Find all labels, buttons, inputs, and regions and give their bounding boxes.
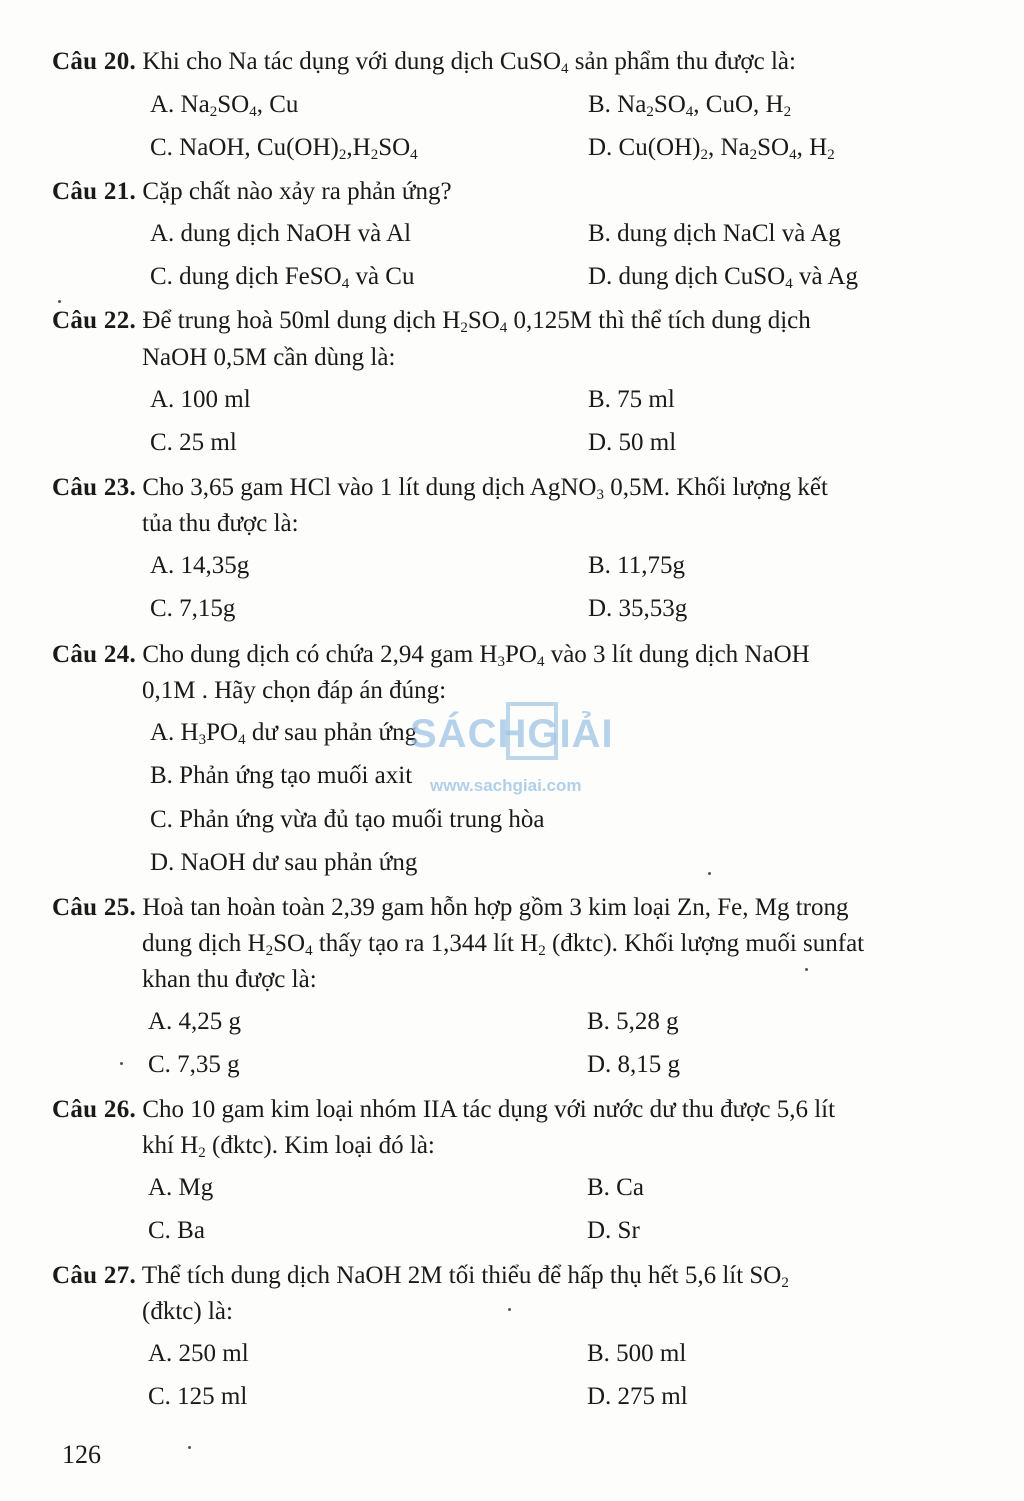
text-run: D. Sr (587, 1217, 640, 1244)
subscript: 2 (827, 147, 835, 163)
text-run: , H (796, 134, 828, 161)
subscript: 3 (497, 654, 505, 670)
text-run: , Cu (256, 91, 299, 118)
text-run: SO (378, 134, 411, 161)
text-run: C. dung dịch FeSO (150, 263, 342, 290)
subscript: 4 (536, 654, 545, 670)
subscript: 2 (265, 943, 274, 959)
text-run: vào 3 lít dung dịch NaOH (544, 641, 810, 668)
text-run: B. dung dịch NaCl và Ag (588, 220, 841, 247)
question-number: Câu 25. (52, 894, 137, 921)
option-a (150, 717, 417, 749)
text-run: Hoà tan hoàn toàn 2,39 gam hỗn hợp gồm 3 kim loại Zn, Fe, Mg trong (142, 894, 849, 921)
question-stem-cont: NaOH 0,5M cần dùng là: (142, 344, 396, 371)
text-run: , Na (708, 134, 750, 161)
question-24 (52, 637, 977, 672)
question-25 (52, 890, 977, 925)
subscript: 4 (685, 104, 694, 120)
option-d (587, 1049, 680, 1081)
option-a (150, 89, 298, 121)
text-run: C. Ba (148, 1217, 205, 1244)
text-run: và Cu (349, 263, 415, 290)
option-d (588, 427, 676, 459)
question-stem (142, 307, 810, 334)
option-c (150, 593, 235, 625)
option-b (588, 550, 685, 582)
text-run: D. Cu(OH) (588, 134, 701, 161)
text-run: A. 4,25 g (148, 1008, 242, 1035)
text-run: A. Mg (148, 1174, 214, 1201)
subscript: 2 (538, 943, 546, 959)
text-run: sản phẩm thu được là: (568, 48, 796, 75)
text-run: Cho 3,65 gam HCl vào 1 lít dung dịch AgNO (142, 474, 597, 501)
text-run: Thể tích dung dịch NaOH 2M tối thiểu để hấp thụ hết 5,6 lít SO (141, 1262, 782, 1289)
text-run: dung dịch H (142, 930, 266, 957)
text-run: A. 14,35g (150, 552, 250, 579)
option-c (148, 1215, 205, 1247)
option-c (148, 1049, 240, 1081)
option-a (148, 1006, 241, 1038)
text-run: D. 8,15 g (587, 1051, 681, 1078)
option-d (588, 132, 835, 164)
text-run: C. 7,15g (150, 595, 236, 622)
option-b (587, 1338, 686, 1370)
subscript: 2 (646, 104, 654, 120)
text-run: PO (206, 719, 239, 746)
option-a (150, 384, 251, 416)
text-run: C. 125 ml (148, 1383, 248, 1410)
option-c (148, 1381, 247, 1413)
text-run: khí H (142, 1132, 199, 1159)
scan-speck (58, 300, 61, 303)
option-a (150, 550, 249, 582)
subscript: 2 (783, 104, 792, 120)
subscript: 2 (198, 1145, 206, 1161)
text-run: A. H (150, 719, 199, 746)
question-stem (142, 1262, 789, 1289)
text-run: thấy tạo ra 1,344 lít H (312, 930, 539, 957)
option-d (587, 1215, 640, 1247)
watermark (410, 700, 620, 800)
question-number: Câu 23. (52, 474, 137, 501)
subscript: 2 (370, 147, 379, 163)
question-stem (142, 474, 828, 501)
text-run: SO (757, 134, 790, 161)
text-run: B. 11,75g (588, 552, 685, 579)
question-stem-cont: 0,1M . Hãy chọn đáp án đúng: (142, 677, 447, 704)
text-run: Để trung hoà 50ml dung dịch H (142, 307, 461, 334)
question-stem (142, 1096, 835, 1123)
option-c (150, 261, 414, 293)
scan-speck (708, 872, 711, 875)
text-run: 0,125M thì thể tích dung dịch (507, 307, 811, 334)
text-run: A. 100 ml (150, 386, 251, 413)
subscript: 2 (781, 1275, 789, 1291)
subscript: 4 (499, 320, 508, 336)
text-run: Khi cho Na tác dụng với dung dịch CuSO (142, 48, 562, 75)
option-b (150, 760, 412, 792)
option-b (588, 384, 675, 416)
text-run: C. 7,35 g (148, 1051, 240, 1078)
question-stem-cont: tủa thu được là: (142, 510, 299, 537)
watermark-logo: SÁCHGIẢI (410, 712, 614, 756)
question-stem-cont: khan thu được là: (142, 966, 317, 993)
scan-speck (188, 1446, 191, 1449)
subscript: 4 (785, 276, 793, 292)
question-stem (142, 48, 796, 75)
text-run: B. Na (588, 91, 647, 118)
option-a (148, 1338, 249, 1370)
text-run: C. 25 ml (150, 429, 237, 456)
text-run: C. NaOH, Cu(OH) (150, 134, 339, 161)
text-run: D. 35,53g (588, 595, 688, 622)
subscript: 4 (410, 147, 418, 163)
scan-speck (508, 1308, 511, 1311)
subscript: 3 (596, 487, 604, 503)
question-21 (52, 174, 977, 209)
text-run: D. dung dịch CuSO (588, 263, 786, 290)
text-run: dư sau phản ứng (245, 719, 418, 746)
text-run: D. 275 ml (587, 1383, 688, 1410)
question-23 (52, 470, 977, 505)
question-20 (52, 44, 977, 79)
option-d (588, 593, 687, 625)
question-number: Câu 20. (52, 48, 137, 75)
question-27 (52, 1258, 977, 1293)
watermark-url: www.sachgiai.com (430, 776, 582, 795)
text-run: B. 500 ml (587, 1340, 687, 1367)
text-run: SO (217, 91, 250, 118)
option-d (587, 1381, 688, 1413)
subscript: 4 (561, 61, 569, 77)
subscript: 2 (460, 320, 468, 336)
subscript: 4 (341, 276, 350, 292)
question-stem-cont: (đktc) là: (142, 1298, 233, 1325)
question-number: Câu 22. (52, 307, 137, 334)
option-d (588, 261, 858, 293)
question-stem-cont (142, 926, 972, 961)
question-26 (52, 1092, 977, 1127)
subscript: 4 (789, 147, 797, 163)
text-run: 0,5M. Khối lượng kết (603, 474, 828, 501)
text-run: B. 75 ml (588, 386, 675, 413)
question-number: Câu 21. (52, 178, 137, 205)
subscript: 2 (749, 147, 758, 163)
text-run: (đktc). Kim loại đó là: (205, 1132, 435, 1159)
subscript: 2 (209, 104, 218, 120)
text-run: A. dung dịch NaOH và Al (150, 220, 412, 247)
text-run: B. 5,28 g (587, 1008, 679, 1035)
text-run: Cho 10 gam kim loại nhóm IIA tác dụng với nước dư thu được 5,6 lít (142, 1096, 836, 1123)
option-b (587, 1172, 644, 1204)
question-stem (142, 178, 451, 205)
question-22 (52, 303, 977, 338)
subscript: 4 (238, 732, 246, 748)
scan-speck (120, 1062, 123, 1065)
option-b (587, 1006, 679, 1038)
text-run: B. Phản ứng tạo muối axit (150, 762, 413, 789)
option-c (150, 132, 418, 164)
option-b (588, 89, 791, 121)
question-stem-cont (142, 1128, 972, 1163)
option-a (148, 1172, 213, 1204)
question-number: Câu 24. (52, 641, 137, 668)
option-b (588, 218, 841, 250)
text-run: , CuO, H (693, 91, 784, 118)
option-d (150, 847, 417, 879)
text-run: C. Phản ứng vừa đủ tạo muối trung hòa (150, 806, 545, 833)
text-run: (đktc). Khối lượng muối sunfat (545, 930, 865, 957)
option-a (150, 218, 411, 250)
text-run: D. NaOH dư sau phản ứng (150, 849, 418, 876)
question-stem (142, 894, 848, 921)
text-run: Cặp chất nào xảy ra phản ứng? (142, 178, 452, 205)
text-run: SO (273, 930, 306, 957)
text-run: B. Ca (587, 1174, 644, 1201)
text-run: SO (653, 91, 686, 118)
question-stem (142, 641, 809, 668)
page-number: 126 (62, 1440, 101, 1469)
subscript: 2 (700, 147, 708, 163)
text-run: PO (504, 641, 537, 668)
question-number: Câu 27. (52, 1262, 137, 1289)
option-c (150, 427, 237, 459)
subscript: 4 (305, 943, 313, 959)
text-run: và Ag (792, 263, 859, 290)
text-run: Cho dung dịch có chứa 2,94 gam H (142, 641, 498, 668)
text-run: D. 50 ml (588, 429, 677, 456)
subscript: 2 (338, 147, 347, 163)
option-c (150, 804, 544, 836)
text-run: A. Na (150, 91, 210, 118)
question-number: Câu 26. (52, 1096, 137, 1123)
subscript: 3 (198, 732, 207, 748)
scan-speck (805, 968, 808, 971)
text-run: ,H (346, 134, 371, 161)
subscript: 4 (249, 104, 257, 120)
text-run: A. 250 ml (148, 1340, 249, 1367)
text-run: SO (467, 307, 500, 334)
